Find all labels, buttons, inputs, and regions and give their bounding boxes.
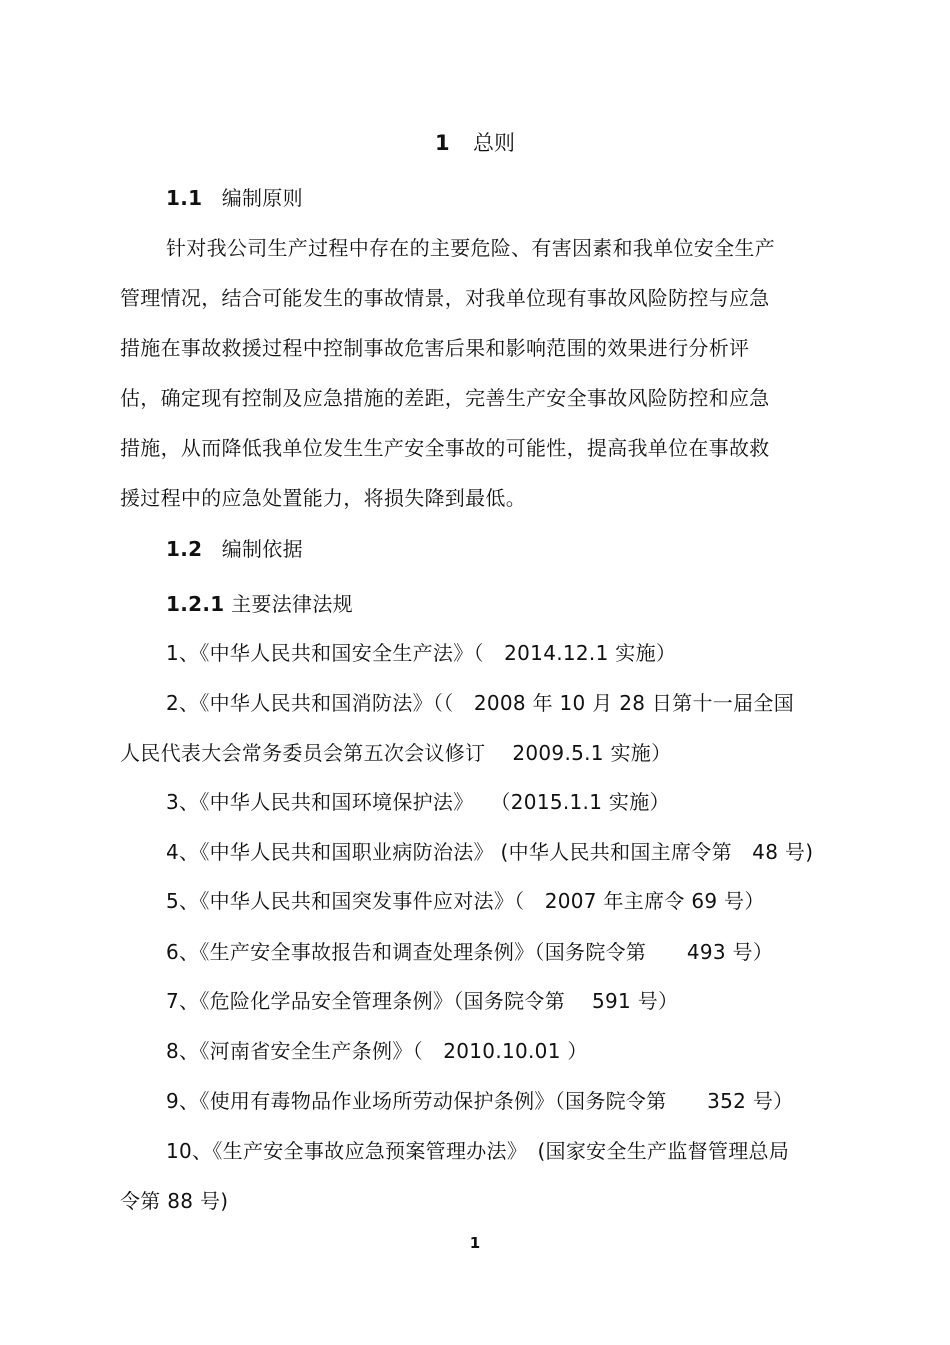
subsection-number: 1.2.1 <box>166 592 225 616</box>
law-list-item: 5、《中华人民共和国突发事件应对法》（ 2007 年主席令 69 号） <box>166 889 765 913</box>
chapter-number: 1 <box>435 131 450 155</box>
paragraph-line: 援过程中的应急处置能力，将损失降到最低。 <box>120 486 526 510</box>
section-heading-1-1 <box>166 184 303 212</box>
law-list-item: 6、《生产安全事故报告和调查处理条例》（国务院令第 493 号） <box>166 940 774 964</box>
section-title: 编制依据 <box>221 537 303 561</box>
law-list-item: 10、《生产安全事故应急预案管理办法》 (国家安全生产监督管理总局 <box>166 1139 790 1163</box>
chapter-heading <box>0 128 950 158</box>
chapter-title: 总则 <box>473 131 515 155</box>
subsection-title: 主要法律法规 <box>231 592 353 616</box>
law-list-item-continued: 令第 88 号) <box>120 1189 229 1213</box>
law-list-item: 4、《中华人民共和国职业病防治法》 (中华人民共和国主席令第 48 号) <box>166 840 814 864</box>
law-list-item: 8、《河南省安全生产条例》（ 2010.10.01 ） <box>166 1039 588 1063</box>
law-list-item: 2、《中华人民共和国消防法》（（ 2008 年 10 月 28 日第十一届全国 <box>166 691 795 715</box>
section-title: 编制原则 <box>221 186 303 210</box>
section-number: 1.1 <box>166 186 203 210</box>
law-list-item: 3、《中华人民共和国环境保护法》 （2015.1.1 实施） <box>166 790 670 814</box>
law-list-item: 7、《危险化学品安全管理条例》（国务院令第 591 号） <box>166 989 679 1013</box>
page-number: 1 <box>469 1234 481 1252</box>
paragraph-line: 措施在事故救援过程中控制事故危害后果和影响范围的效果进行分析评 <box>120 336 750 360</box>
law-list-item-continued: 人民代表大会常务委员会第五次会议修订 2009.5.1 实施） <box>120 741 672 765</box>
section-heading-1-2 <box>166 535 303 563</box>
paragraph-line: 针对我公司生产过程中存在的主要危险、有害因素和我单位安全生产 <box>166 236 775 260</box>
section-number: 1.2 <box>166 537 203 561</box>
subsection-heading-1-2-1 <box>166 590 353 618</box>
paragraph-line: 措施，从而降低我单位发生生产安全事故的可能性，提高我单位在事故救 <box>120 436 770 460</box>
law-list-item: 9、《使用有毒物品作业场所劳动保护条例》（国务院令第 352 号） <box>166 1089 794 1113</box>
paragraph-line: 管理情况，结合可能发生的事故情景，对我单位现有事故风险防控与应急 <box>120 286 770 310</box>
law-list-item: 1、《中华人民共和国安全生产法》（ 2014.12.1 实施） <box>166 641 677 665</box>
paragraph-line: 估，确定现有控制及应急措施的差距，完善生产安全事故风险防控和应急 <box>120 386 770 410</box>
